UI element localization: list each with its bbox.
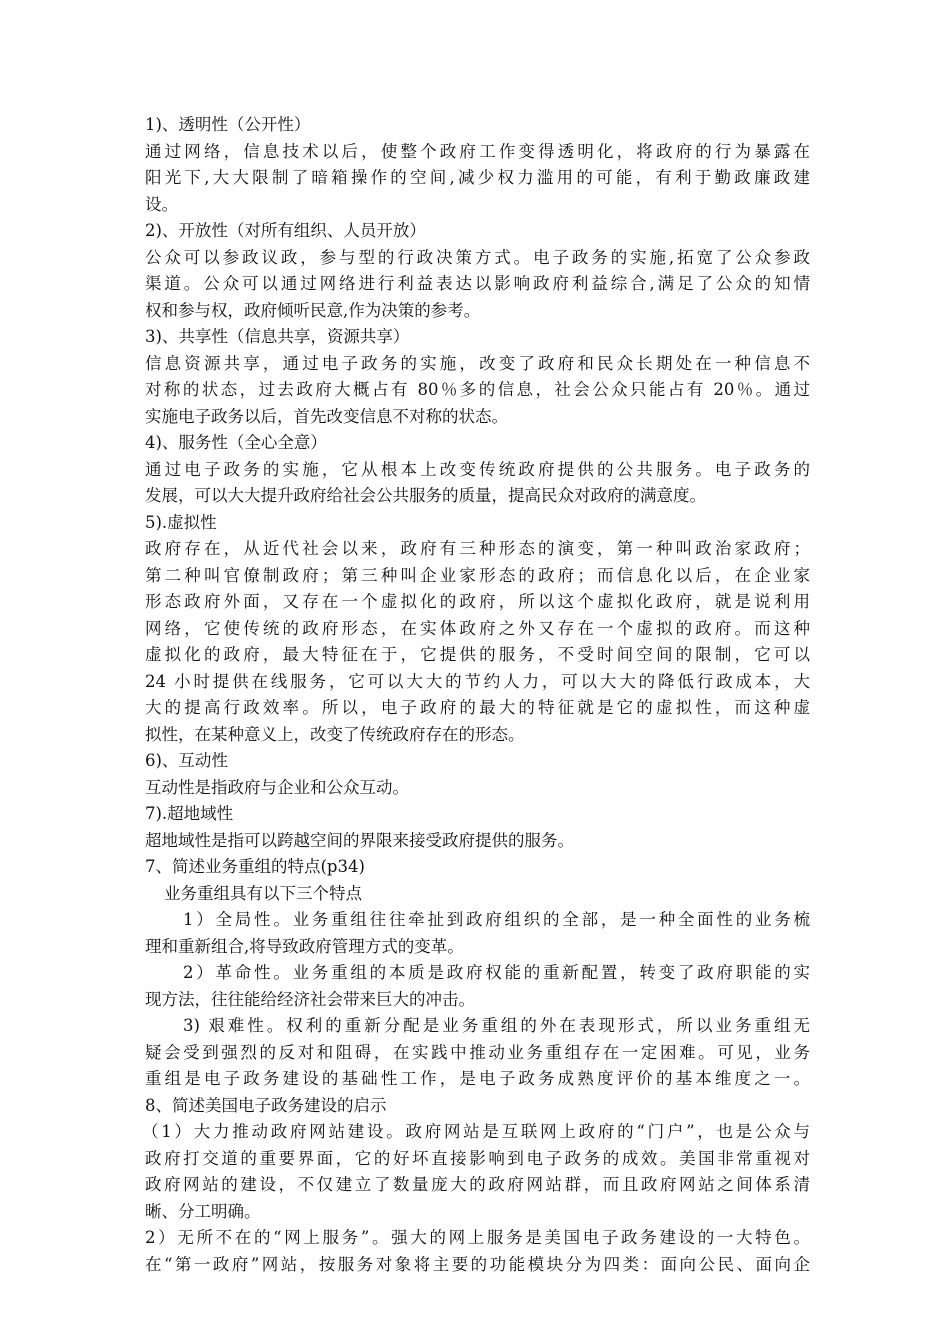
paragraph-line: 虚拟化的政府，最大特征在于，它提供的服务，不受时间空间的限制，它可以 xyxy=(145,645,810,664)
paragraph-line: 疑会受到强烈的反对和阻碍，在实践中推动业务重组存在一定困难。可见，业务 xyxy=(145,1042,810,1062)
question-heading-7: 7、简述业务重组的特点(p34) xyxy=(145,857,365,876)
heading-openness: 2)、开放性（对所有组织、人员开放） xyxy=(145,221,426,240)
question-heading-8: 8、简述美国电子政务建设的启示 xyxy=(145,1095,387,1115)
paragraph-line: 理和重新组合,将导致政府管理方式的变革。 xyxy=(145,936,464,956)
heading-transparency: 1)、透明性（公开性） xyxy=(145,115,311,134)
paragraph-line: 信息资源共享，通过电子政务的实施，改变了政府和民众长期处在一种信息不 xyxy=(145,353,810,373)
list-item: 3) 艰难性。权利的重新分配是业务重组的外在表现形式，所以业务重组无 xyxy=(183,1016,810,1035)
paragraph-line: 第二种叫官僚制政府；第三种叫企业家形态的政府；而信息化以后，在企业家 xyxy=(145,565,810,585)
paragraph-line: 超地域性是指可以跨越空间的界限来接受政府提供的服务。 xyxy=(145,830,574,850)
paragraph-line: 拟性，在某种意义上，改变了传统政府存在的形态。 xyxy=(145,724,525,744)
paragraph-line: 在“第一政府”网站，按服务对象将主要的功能模块分为四类：面向公民、面向企 xyxy=(145,1254,810,1274)
paragraph-line: 现方法，往往能给经济社会带来巨大的冲击。 xyxy=(145,989,475,1009)
list-item: 1）全局性。业务重组往往牵扯到政府组织的全部，是一种全面性的业务梳 xyxy=(183,910,810,929)
paragraph-line: 政府网站的建设，不仅建立了数量庞大的政府网站群，而且政府网站之间体系清 xyxy=(145,1175,810,1194)
paragraph-line: 大的提高行政效率。所以，电子政府的最大的特征就是它的虚拟性，而这种虚 xyxy=(145,698,810,717)
paragraph-line: 政府存在，从近代社会以来，政府有三种形态的演变，第一种叫政治家政府； xyxy=(145,539,810,558)
paragraph-line: 晰、分工明确。 xyxy=(145,1201,261,1221)
list-item: 2）革命性。业务重组的本质是政府权能的重新配置，转变了政府职能的实 xyxy=(183,963,810,982)
list-item: （1）大力推动政府网站建设。政府网站是互联网上政府的“门户”，也是公众与 xyxy=(142,1122,810,1141)
paragraph-line: 互动性是指政府与企业和公众互动。 xyxy=(145,777,409,797)
paragraph-line: 设。 xyxy=(145,194,178,214)
paragraph-line: 权和参与权，政府倾听民意,作为决策的参考。 xyxy=(145,300,481,320)
paragraph-line: 对称的状态，过去政府大概占有 80％多的信息，社会公众只能占有 20％。通过 xyxy=(145,380,810,399)
paragraph-line: 重组是电子政务建设的基础性工作，是电子政务成熟度评价的基本维度之一。 xyxy=(145,1069,810,1088)
heading-service: 4)、服务性（全心全意） xyxy=(145,433,327,452)
paragraph-line: 通过电子政务的实施，它从根本上改变传统政府提供的公共服务。电子政务的 xyxy=(145,459,810,479)
paragraph-line: 政府打交道的重要界面，它的好坏直接影响到电子政务的成效。美国非常重视对 xyxy=(145,1148,810,1168)
paragraph-line: 形态政府外面，又存在一个虚拟化的政府，所以这个虚拟化政府，就是说利用 xyxy=(145,592,810,611)
paragraph-line: 业务重组具有以下三个特点 xyxy=(164,883,362,903)
list-item: 2）无所不在的“网上服务”。强大的网上服务是美国电子政务建设的一大特色。 xyxy=(145,1228,810,1247)
paragraph-line: 网络，它使传统的政府形态，在实体政府之外又存在一个虚拟的政府。而这种 xyxy=(145,618,810,638)
paragraph-line: 渠道。公众可以通过网络进行利益表达以影响政府利益综合,满足了公众的知情 xyxy=(145,274,810,293)
heading-virtuality: 5).虚拟性 xyxy=(145,512,217,532)
paragraph-line: 通过网络，信息技术以后，使整个政府工作变得透明化，将政府的行为暴露在 xyxy=(145,141,810,161)
heading-supra-regional: 7).超地域性 xyxy=(145,804,234,823)
paragraph-line: 公众可以参政议政，参与型的行政决策方式。电子政务的实施,拓宽了公众参政 xyxy=(145,247,810,267)
heading-sharing: 3)、共享性（信息共享，资源共享） xyxy=(145,327,410,346)
heading-interactivity: 6)、互动性 xyxy=(145,751,228,770)
paragraph-line: 阳光下,大大限制了暗箱操作的空间,减少权力滥用的可能，有利于勤政廉政建 xyxy=(145,168,810,187)
paragraph-line: 实施电子政务以后，首先改变信息不对称的状态。 xyxy=(145,406,508,426)
paragraph-line: 发展，可以大大提升政府给社会公共服务的质量，提高民众对政府的满意度。 xyxy=(145,486,706,505)
paragraph-line: 24 小时提供在线服务，它可以大大的节约人力，可以大大的降低行政成本，大 xyxy=(145,671,810,691)
